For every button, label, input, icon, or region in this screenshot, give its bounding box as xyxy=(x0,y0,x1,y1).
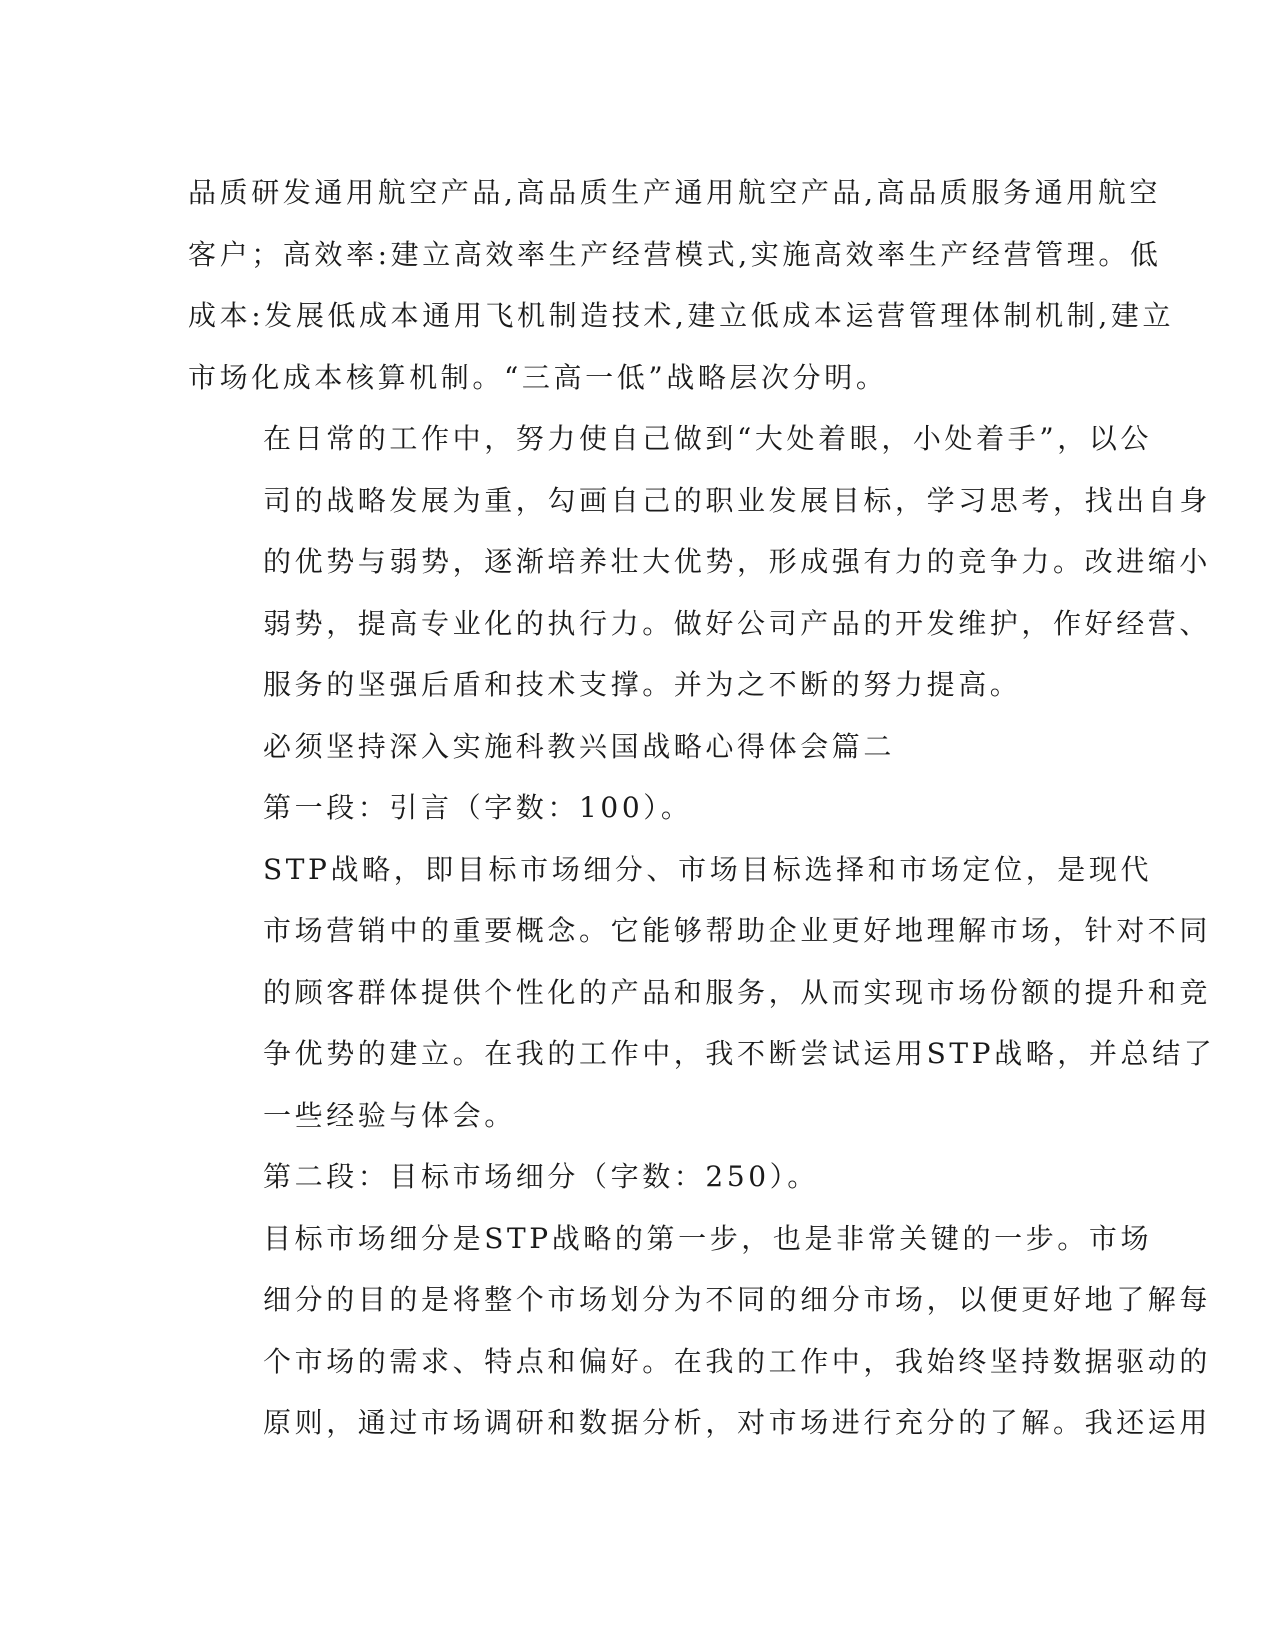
section-heading-segmentation xyxy=(188,1146,1068,1208)
text-line: 成本:发展低成本通用飞机制造技术,建立低成本运营管理体制机制,建立 xyxy=(188,299,1175,332)
text-line: 的优势与弱势，逐渐培养壮大优势，形成强有力的竞争力。改进缩小 xyxy=(263,545,1212,578)
text-line: 目标市场细分是STP战略的第一步，也是非常关键的一步。市场 xyxy=(263,1221,1153,1255)
text-line: 在日常的工作中，努力使自己做到“大处着眼，小处着手”，以公 xyxy=(263,422,1153,455)
text-line: 品质研发通用航空产品,高品质生产通用航空产品,高品质服务通用航空 xyxy=(188,176,1162,209)
paragraph-strategy-summary xyxy=(188,162,1175,408)
text-line: 原则，通过市场调研和数据分析，对市场进行充分的了解。我还运用 xyxy=(263,1406,1212,1439)
text-line: 细分的目的是将整个市场划分为不同的细分市场，以便更好地了解每 xyxy=(263,1283,1212,1316)
text-line: STP战略，即目标市场细分、市场目标选择和市场定位，是现代 xyxy=(263,852,1153,886)
section-heading-intro xyxy=(188,777,1068,839)
section-title xyxy=(188,716,1068,778)
paragraph-daily-work xyxy=(188,408,1212,716)
text-line: 市场化成本核算机制。“三高一低”战略层次分明。 xyxy=(188,360,888,394)
text-line: 的顾客群体提供个性化的产品和服务，从而实现市场份额的提升和竞 xyxy=(263,975,1212,1009)
text-line: 必须坚持深入实施科教兴国战略心得体会篇二 xyxy=(263,729,896,763)
text-line: 一些经验与体会。 xyxy=(263,1098,516,1132)
text-line: 客户；高效率:建立高效率生产经营模式,实施高效率生产经营管理。低 xyxy=(188,237,1162,271)
document-body xyxy=(188,162,1216,1454)
text-line: 市场营销中的重要概念。它能够帮助企业更好地理解市场，针对不同 xyxy=(263,914,1212,947)
text-line: 第一段：引言（字数：100）。 xyxy=(263,791,693,824)
text-line: 争优势的建立。在我的工作中，我不断尝试运用STP战略，并总结了 xyxy=(263,1037,1216,1070)
text-line: 服务的坚强后盾和技术支撑。并为之不断的努力提高。 xyxy=(263,668,1022,701)
text-line: 个市场的需求、特点和偏好。在我的工作中，我始终坚持数据驱动的 xyxy=(263,1344,1212,1378)
text-line: 司的战略发展为重，勾画自己的职业发展目标，学习思考，找出自身 xyxy=(263,483,1212,517)
paragraph-stp-intro xyxy=(188,839,1216,1147)
text-line: 弱势，提高专业化的执行力。做好公司产品的开发维护，作好经营、 xyxy=(263,606,1212,640)
text-line: 第二段：目标市场细分（字数：250）。 xyxy=(263,1160,819,1193)
paragraph-segmentation xyxy=(188,1208,1212,1454)
